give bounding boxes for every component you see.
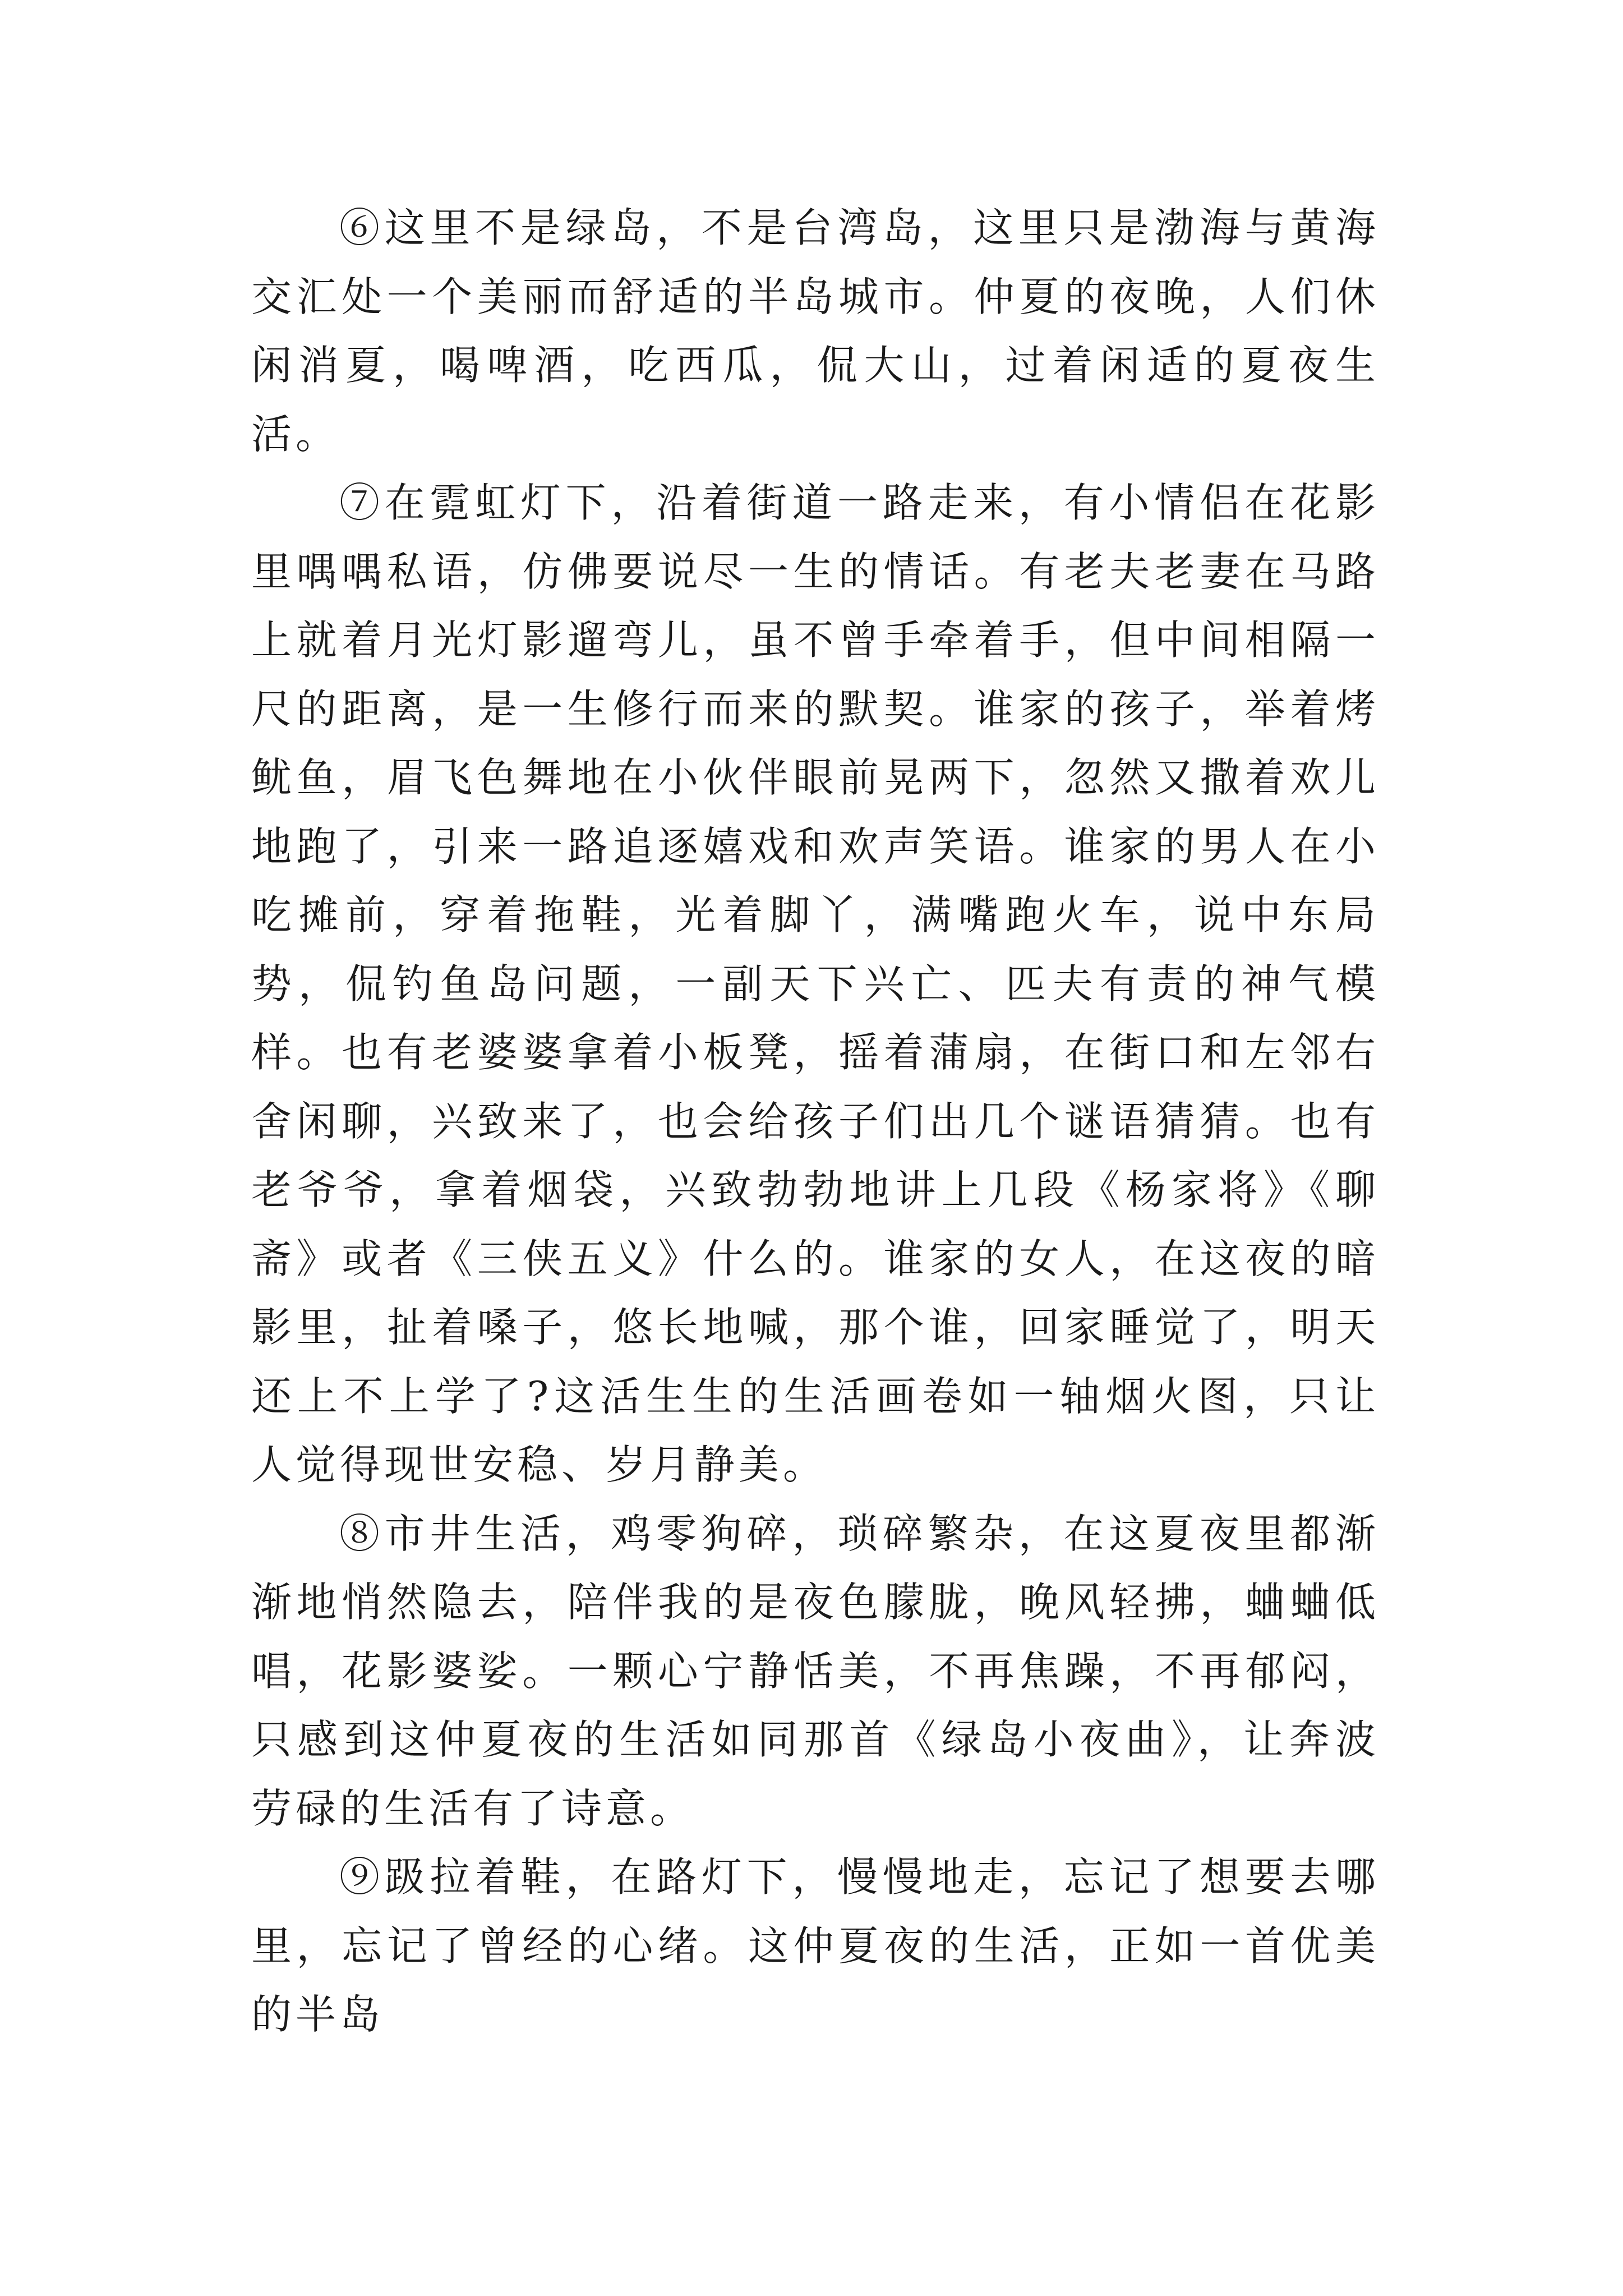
document-body (251, 194, 1380, 2049)
paragraph-9: ⑨趿拉着鞋，在路灯下，慢慢地走，忘记了想要去哪里，忘记了曾经的心绪。这仲夏夜的生活，正如一首优美的半岛 (251, 1853, 1380, 2038)
paragraph-8: ⑧市井生活，鸡零狗碎，琐碎繁杂，在这夏夜里都渐渐地悄然隐去，陪伴我的是夜色朦胧，晚风轻拂，蛐蛐低唱，花影婆娑。一颗心宁静恬美，不再焦躁，不再郁闷，只感到这仲夏夜的生活如同那首《绿岛小夜曲》，让奔波劳碌的生活有了诗意。 (251, 1510, 1380, 1832)
paragraph-6: ⑥这里不是绿岛，不是台湾岛，这里只是渤海与黄海交汇处一个美丽而舒适的半岛城市。仲夏的夜晚，人们休闲消夏，喝啤酒，吃西瓜，侃大山，过着闲适的夏夜生活。 (251, 204, 1380, 458)
paragraph-7: ⑦在霓虹灯下，沿着街道一路走来，有小情侣在花影里喁喁私语，仿佛要说尽一生的情话。有老夫老妻在马路上就着月光灯影遛弯儿，虽不曾手牵着手，但中间相隔一尺的距离，是一生修行而来的默契。谁家的孩子，举着烤鱿鱼，眉飞色舞地在小伙伴眼前晃两下，忽然又撒着欢儿地跑了，引来一路追逐嬉戏和欢声笑语。谁家的男人在小吃摊前，穿着拖鞋，光着脚丫，满嘴跑火车，说中东局势，侃钓鱼岛问题，一副天下兴亡、匹夫有责的神气模样。也有老婆婆拿着小板凳，摇着蒲扇，在街口和左邻右舍闲聊，兴致来了，也会给孩子们出几个谜语猜猜。也有老爷爷，拿着烟袋，兴致勃勃地讲上几段《杨家将》《聊斋》或者《三侠五义》什么的。谁家的女人，在这夜的暗影里，扯着嗓子，悠长地喊，那个谁，回家睡觉了，明天还上不上学了?这活生生的生活画卷如一轴烟火图，只让人觉得现世安稳、岁月静美。 (251, 479, 1380, 1488)
